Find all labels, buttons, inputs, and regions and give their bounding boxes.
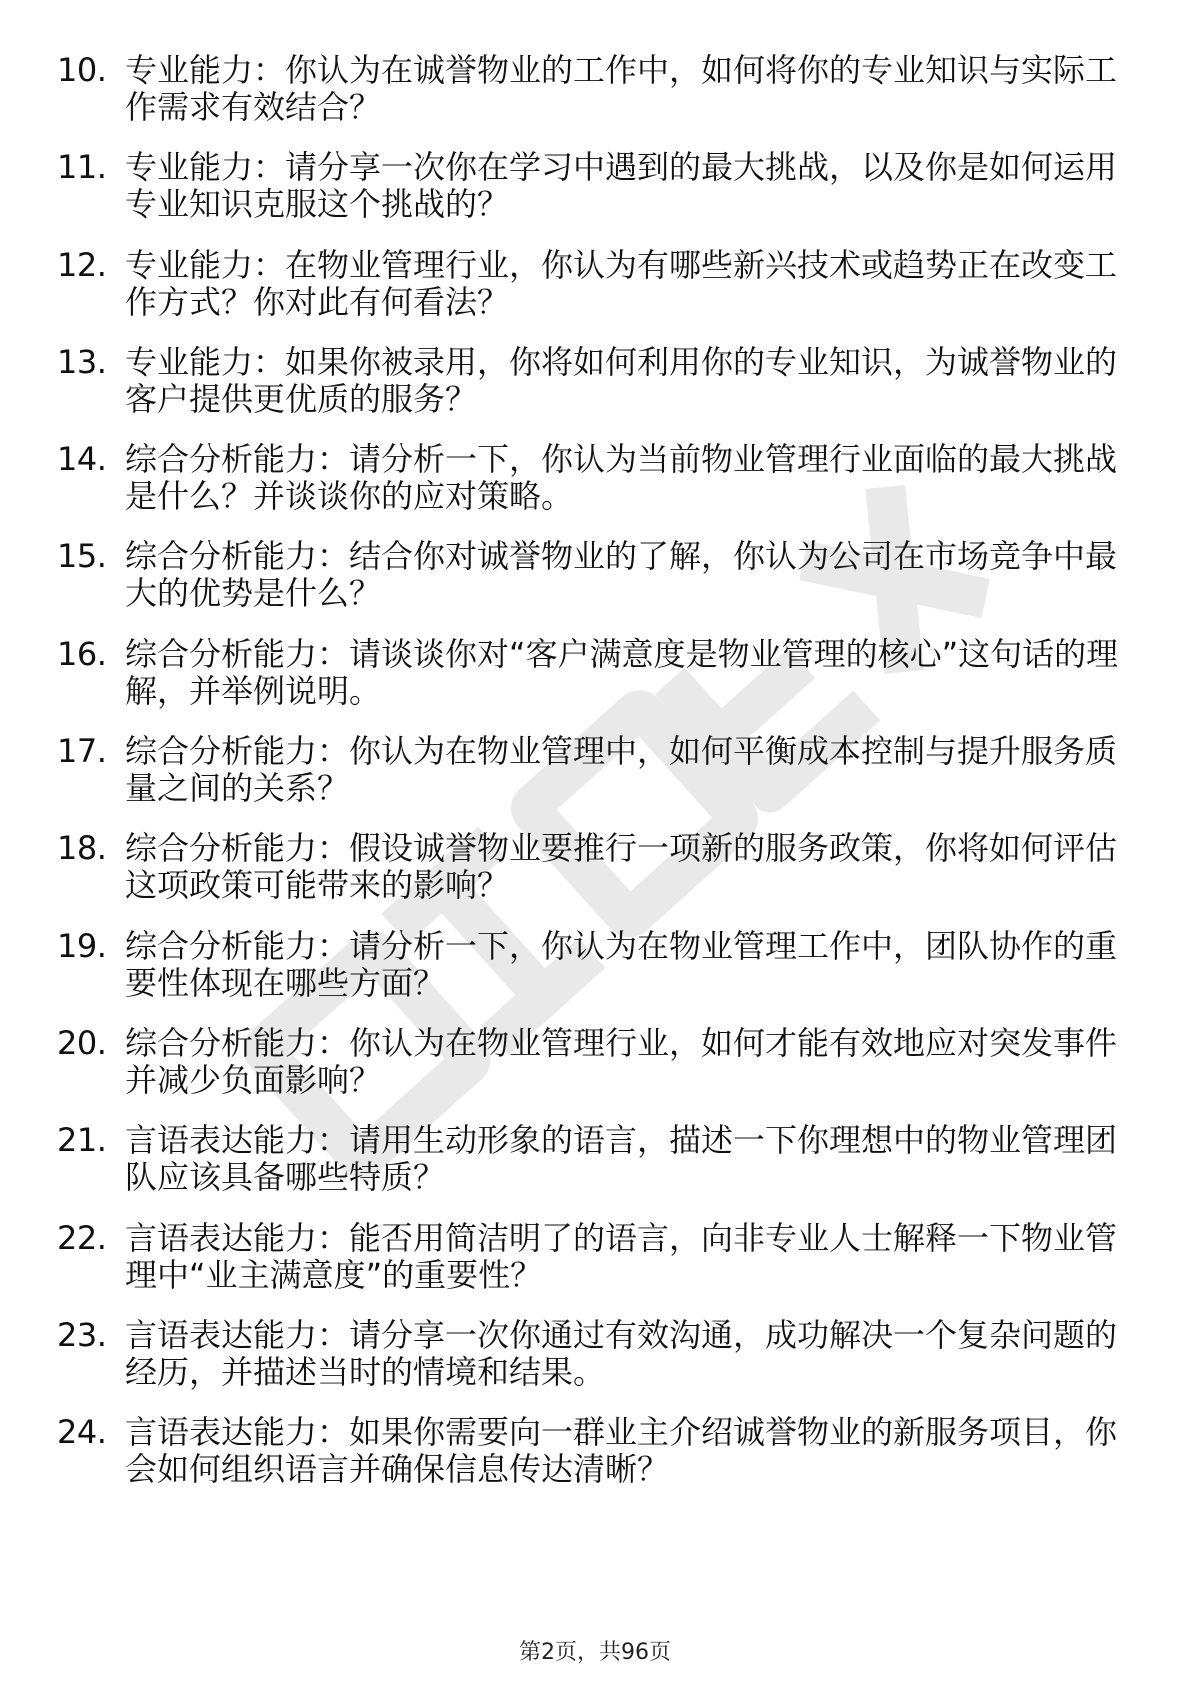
page-footer: 第2页，共96页 xyxy=(519,1640,671,1665)
question-number: 22. xyxy=(57,1218,107,1257)
question-text: 专业能力：如果你被录用，你将如何利用你的专业知识，为诚誉物业的客户提供更优质的服务？ xyxy=(125,343,1118,418)
question-text: 综合分析能力：请分析一下，你认为在物业管理工作中，团队协作的重要性体现在哪些方面？ xyxy=(125,927,1118,1002)
question-item xyxy=(57,344,1122,441)
question-number: 14. xyxy=(57,440,107,479)
question-number: 20. xyxy=(57,1023,107,1062)
question-number: 12. xyxy=(57,245,107,284)
question-text: 言语表达能力：请用生动形象的语言，描述一下你理想中的物业管理团队应该具备哪些特质？ xyxy=(125,1122,1118,1197)
question-number: 11. xyxy=(57,148,107,187)
question-item xyxy=(57,1122,1122,1219)
question-text: 综合分析能力：请谈谈你对“客户满意度是物业管理的核心”这句话的理解，并举例说明。 xyxy=(125,635,1119,710)
question-number: 16. xyxy=(57,634,107,673)
question-item xyxy=(57,1414,1122,1511)
question-number: 15. xyxy=(57,537,107,576)
question-text: 综合分析能力：你认为在物业管理中，如何平衡成本控制与提升服务质量之间的关系？ xyxy=(125,733,1118,808)
question-number: 18. xyxy=(57,829,107,868)
question-text: 专业能力：在物业管理行业，你认为有哪些新兴技术或趋势正在改变工作方式？你对此有何看法？ xyxy=(125,246,1118,321)
question-list xyxy=(57,52,1122,1511)
question-text: 综合分析能力：假设诚誉物业要推行一项新的服务政策，你将如何评估这项政策可能带来的影响？ xyxy=(125,830,1118,905)
question-number: 17. xyxy=(57,732,107,771)
question-item xyxy=(57,52,1122,149)
question-text: 言语表达能力：如果你需要向一群业主介绍诚誉物业的新服务项目，你会如何组织语言并确保信息传达清晰？ xyxy=(125,1414,1118,1489)
question-item xyxy=(57,1220,1122,1317)
question-item xyxy=(57,733,1122,830)
question-item xyxy=(57,247,1122,344)
question-text: 言语表达能力：请分享一次你通过有效沟通，成功解决一个复杂问题的经历，并描述当时的情境和结果。 xyxy=(125,1316,1118,1391)
question-text: 综合分析能力：你认为在物业管理行业，如何才能有效地应对突发事件并减少负面影响？ xyxy=(125,1024,1118,1099)
question-number: 13. xyxy=(57,342,107,381)
question-text: 综合分析能力：结合你对诚誉物业的了解，你认为公司在市场竞争中最大的优势是什么？ xyxy=(125,538,1118,613)
question-item xyxy=(57,1317,1122,1414)
question-number: 24. xyxy=(57,1413,107,1452)
question-text: 言语表达能力：能否用简洁明了的语言，向非专业人士解释一下物业管理中“业主满意度”的重要性？ xyxy=(125,1219,1118,1294)
question-item xyxy=(57,149,1122,246)
question-number: 10. xyxy=(57,51,107,89)
question-item xyxy=(57,830,1122,927)
question-item xyxy=(57,1025,1122,1122)
question-item xyxy=(57,636,1122,733)
question-number: 19. xyxy=(57,926,107,965)
question-item xyxy=(57,928,1122,1025)
question-number: 23. xyxy=(57,1315,107,1354)
question-item xyxy=(57,441,1122,538)
question-item xyxy=(57,538,1122,635)
question-text: 综合分析能力：请分析一下，你认为当前物业管理行业面临的最大挑战是什么？并谈谈你的应对策略。 xyxy=(125,441,1118,516)
question-number: 21. xyxy=(57,1121,107,1160)
question-text: 专业能力：你认为在诚誉物业的工作中，如何将你的专业知识与实际工作需求有效结合？ xyxy=(125,52,1118,126)
question-text: 专业能力：请分享一次你在学习中遇到的最大挑战，以及你是如何运用专业知识克服这个挑战的？ xyxy=(125,149,1118,224)
